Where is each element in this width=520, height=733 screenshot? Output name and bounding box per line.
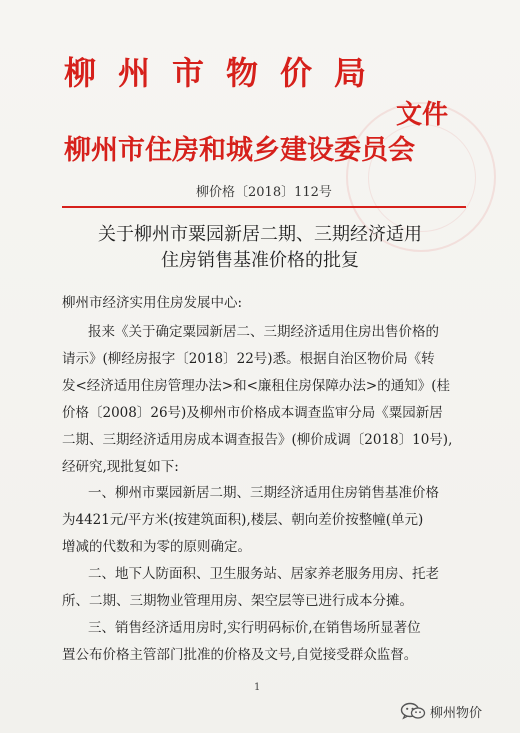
body-line: 为4421元/平方米(按建筑面积),楼层、朝向差价按整幢(单元): [62, 512, 424, 528]
body-line: 置公布价格主管部门批准的价格及文号,自觉接受群众监督。: [62, 647, 418, 663]
wechat-icon: [400, 702, 426, 720]
body-line: 一、柳州市粟园新居二期、三期经济适用住房销售基准价格: [88, 485, 439, 501]
red-header-rule: [62, 206, 466, 208]
wechat-account-name: 柳州物价: [430, 705, 483, 721]
agency-name-price-bureau: 柳州市物价局: [64, 54, 389, 92]
body-line: 二、地下人防面积、卫生服务站、居家养老服务用房、托老: [88, 566, 439, 582]
body-line: 经研究,现批复如下:: [62, 459, 179, 475]
body-line: 价格〔2008〕26号)及柳州市价格成本调查监审分局《粟园新居: [62, 405, 443, 421]
body-line: 报来《关于确定粟园新居二、三期经济适用住房出售价格的: [88, 324, 439, 340]
document-title-line-2: 住房销售基准价格的批复: [161, 250, 359, 271]
agency-name-housing-committee: 柳州市住房和城乡建设委员会: [64, 135, 415, 166]
addressee: 柳州市经济实用住房发展中心:: [62, 295, 243, 311]
body-line: 三、销售经济适用房时,实行明码标价,在销售场所显著位: [88, 620, 421, 636]
document-label: 文件: [396, 100, 449, 130]
document-title-line-1: 关于柳州市粟园新居二期、三期经济适用: [98, 224, 422, 245]
body-line: 请示》(柳经房报字〔2018〕22号)悉。根据自治区物价局《转: [62, 351, 435, 367]
document-number: 柳价格〔2018〕112号: [196, 185, 332, 200]
wechat-watermark: [400, 700, 482, 722]
body-line: 所、二期、三期物业管理用房、架空层等已进行成本分摊。: [62, 593, 413, 609]
body-line: 增减的代数和为零的原则确定。: [62, 539, 251, 555]
body-line: 发<经济适用住房管理办法>和<廉租住房保障办法>的通知》(桂: [62, 378, 451, 394]
page-number: 1: [254, 682, 261, 693]
body-line: 二期、三期经济适用房成本调查报告》(柳价成调〔2018〕10号),: [62, 432, 453, 448]
